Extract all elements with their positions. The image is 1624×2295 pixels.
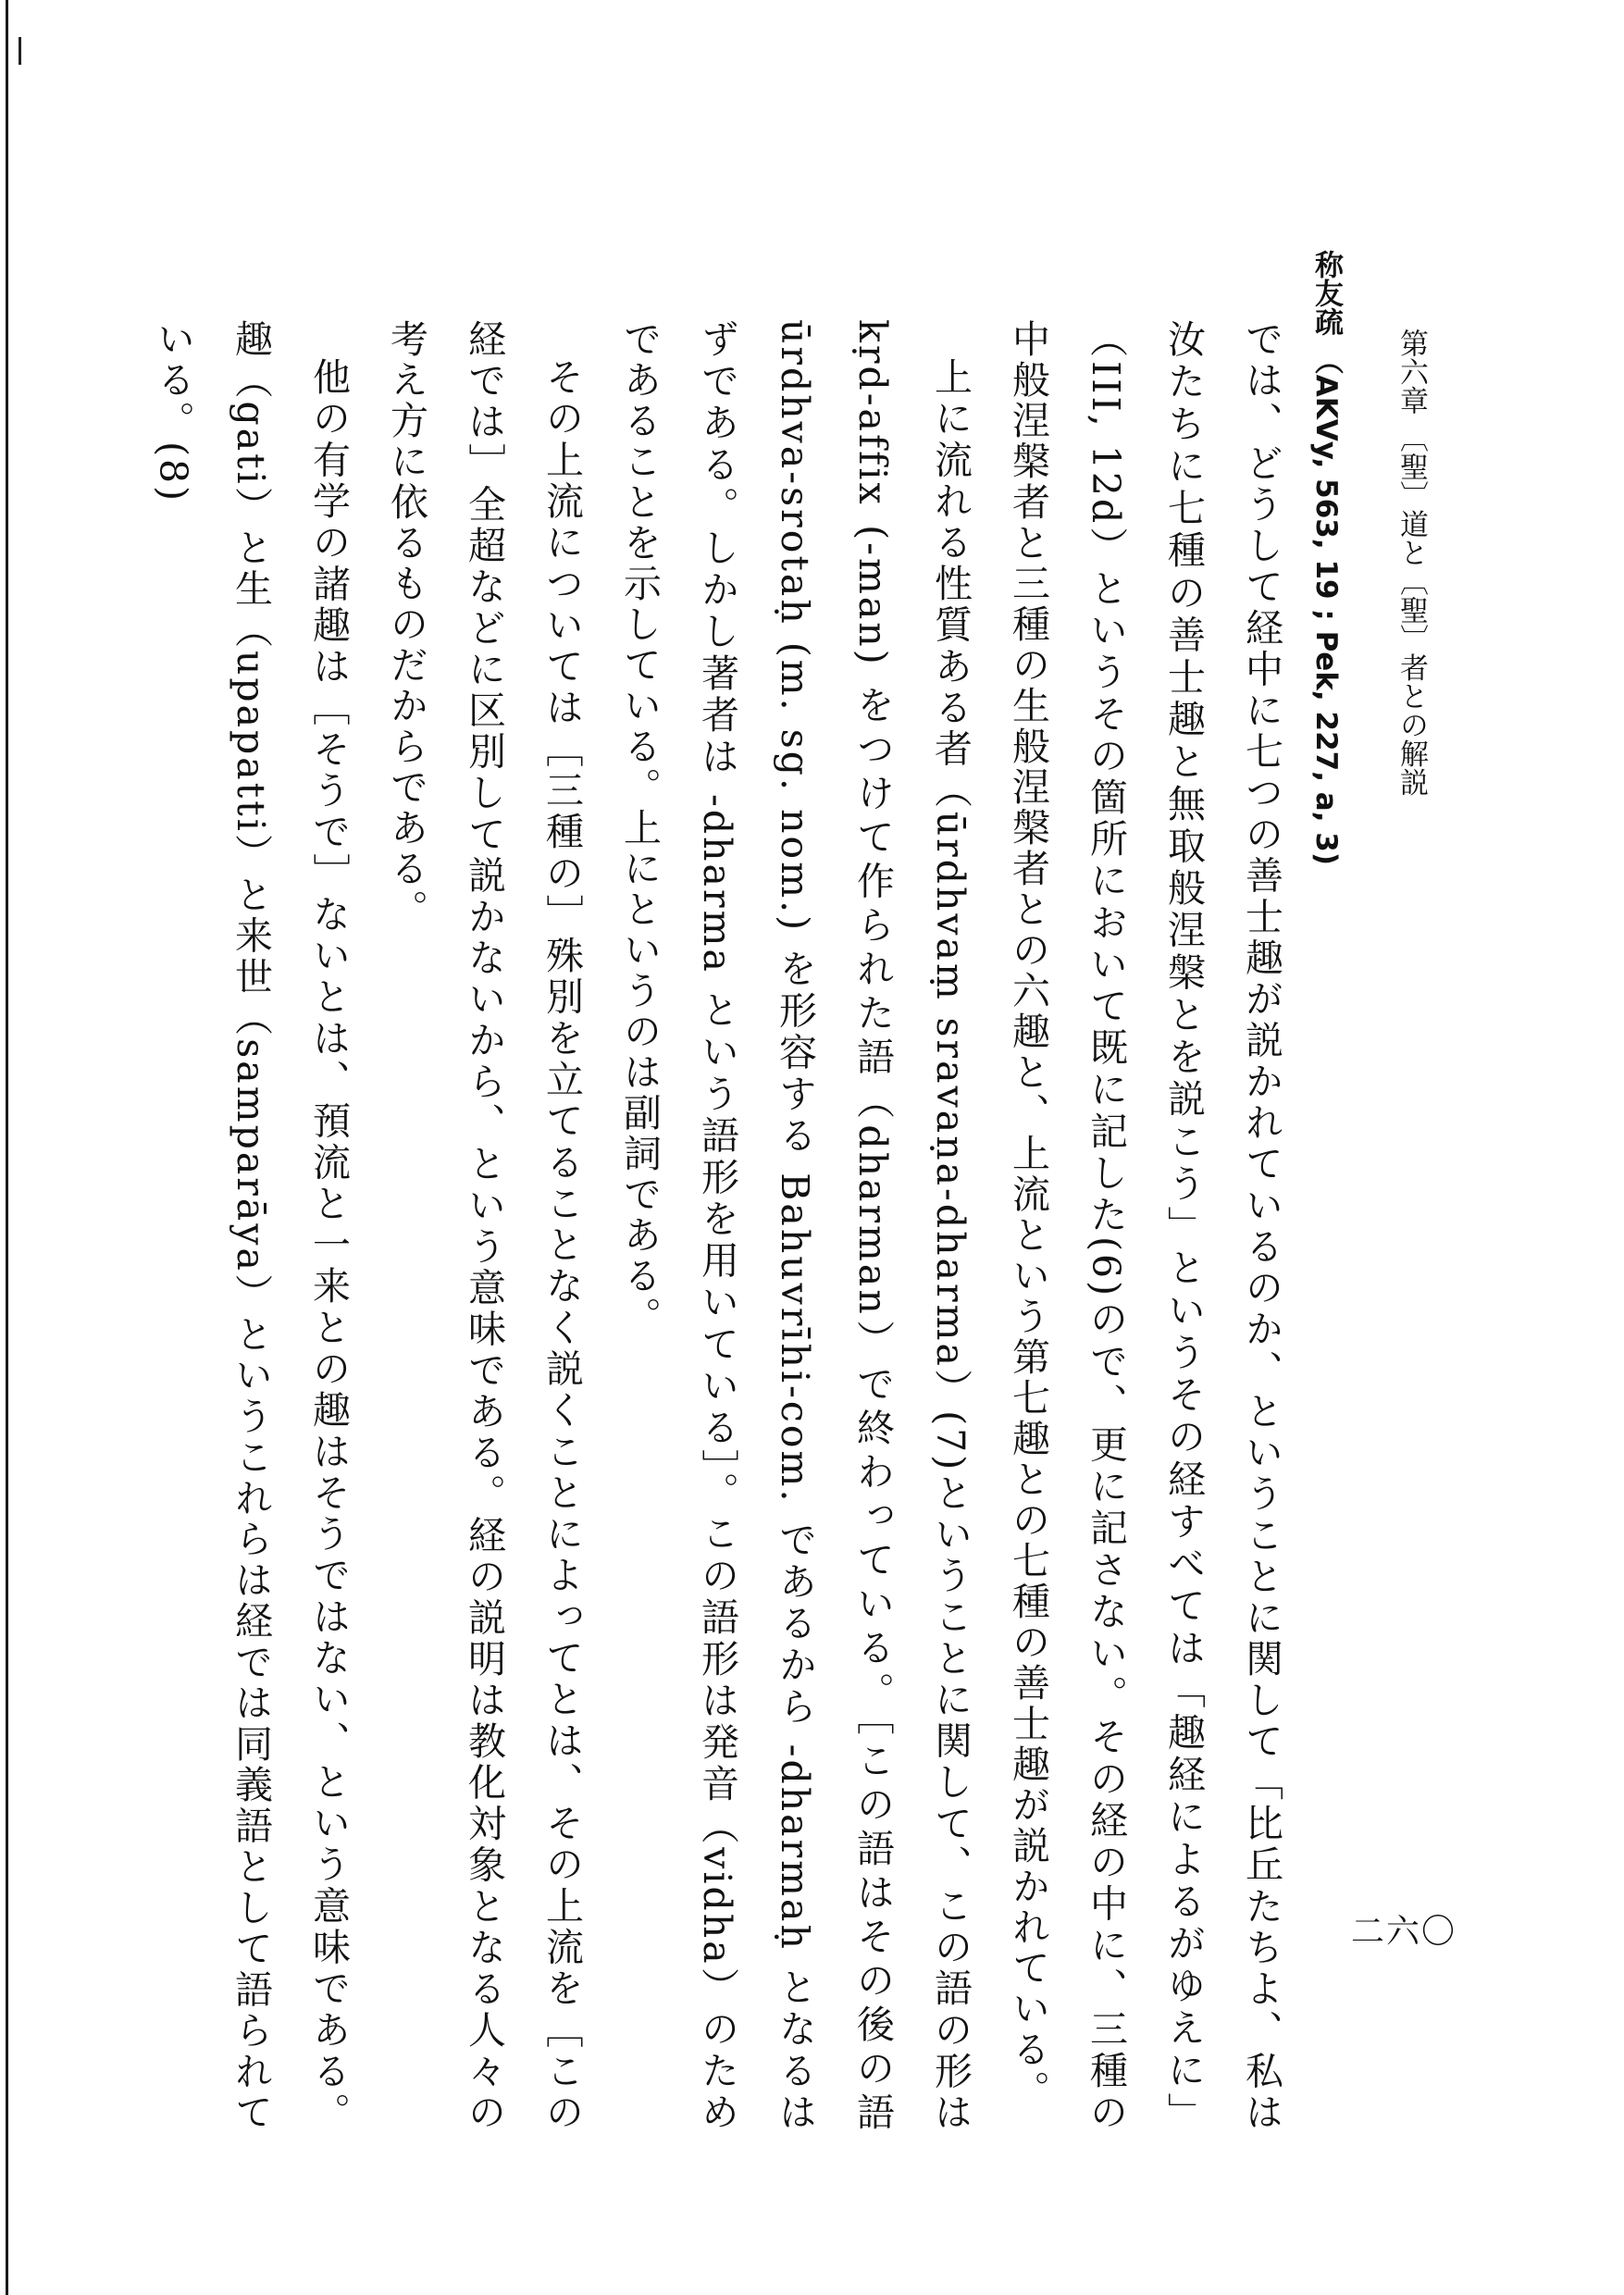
paragraph: では、どうして経中に七つの善士趣が説かれているのか、ということに関して「比丘たちよ、私は汝たちに七種の善士趣と無取般涅槃とを説こう」というその経すべては「趣経によるがゆえに」（III, 12d）というその箇所において既に記した(6)ので、更に記さない。その経の中に、三種の中般涅槃者と三種の生般涅槃者との六趣と、上流という第七趣との七種の善士趣が説かれている。	[1006, 319, 1283, 2133]
scan-mark	[19, 37, 34, 65]
source-citation: 称友疏 （AKVy, 563, 19 ; Pek, 227, a, 3)	[1309, 250, 1343, 866]
running-header: 第六章 〔聖〕道と〔聖〕者との解説	[1395, 329, 1428, 797]
paragraph: その上流については［三種の］殊別を立てることなく説くことによってとは、その上流を［この経では］全超などに区別して説かないから、という意味である。経の説明は教化対象となる人々の考え方に依るものだからである。	[384, 319, 584, 2133]
paragraph: 上に流れる性質ある者（ūrdhvaṃ sravaṇa-dharma）(7)ということに関して、この語の形は kṛd-affix (-man) をつけて作られた語（dharman）で終わっている。［この語はその後の語 ūrdhva-srotaḥ (m. sg. nom.) を形容する Bahuvrīhi-com. であるから -dharmaḥ となるはずである。しかし著者は -dharma という語形を用いている］。この語形は発音（vidha）のためであることを示している。上にというのは副詞である。	[617, 319, 973, 2133]
paragraph: 他の有学の諸趣は［そうで］ないとは、預流と一来との趣はそうではない、という意味である。趣（gati）と生（upapatti）と来世（samparāya）というこれらは経では同義語として語られている。(8)	[151, 319, 351, 2133]
body-text	[151, 319, 1300, 2133]
page-binding-edge	[6, 0, 8, 2295]
page-number: 二六〇	[1351, 1913, 1457, 1951]
